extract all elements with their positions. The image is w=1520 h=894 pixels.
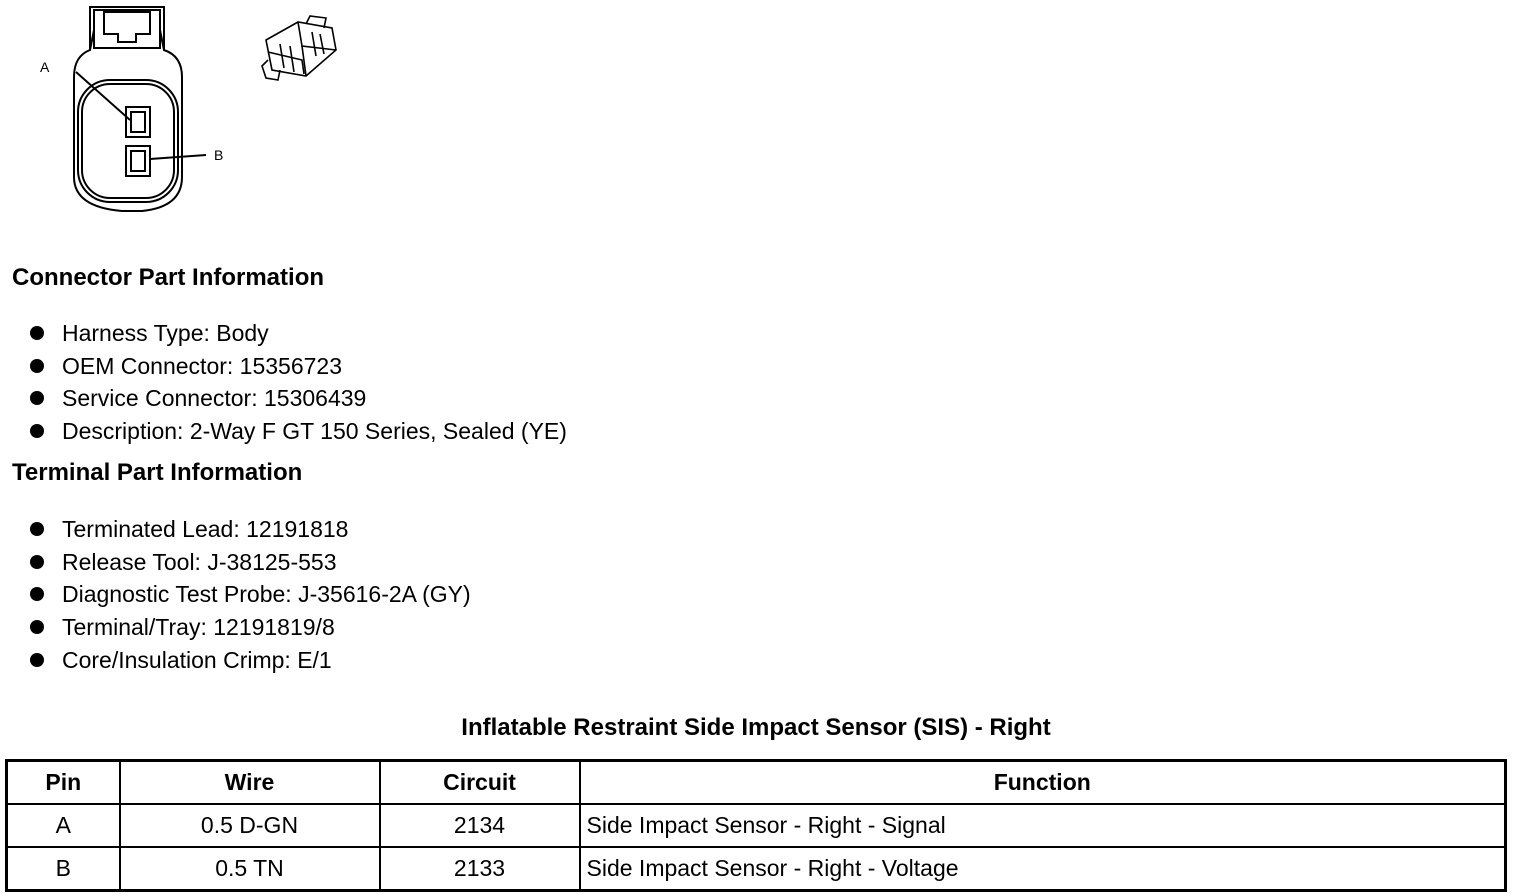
- cell-circuit: 2133: [380, 847, 580, 891]
- bullet-icon: [30, 653, 44, 667]
- header-pin: Pin: [7, 761, 120, 805]
- table-row: [7, 847, 1506, 891]
- list-item: [28, 611, 471, 644]
- header-wire: Wire: [120, 761, 380, 805]
- cell-wire: 0.5 D-GN: [120, 804, 380, 847]
- list-item-text: Release Tool: J-38125-553: [62, 548, 337, 575]
- connector-info-list: [28, 317, 567, 448]
- list-item-text: OEM Connector: 15356723: [62, 352, 343, 379]
- cell-pin: A: [7, 804, 120, 847]
- bullet-icon: [30, 555, 44, 569]
- table-header-row: [7, 761, 1506, 805]
- pin-table-title: Inflatable Restraint Side Impact Sensor (SIS) - Right: [461, 714, 1051, 741]
- connector-face-diagram: [36, 2, 236, 217]
- cell-pin: B: [7, 847, 120, 891]
- cell-function: Side Impact Sensor - Right - Signal: [580, 804, 1506, 847]
- list-item-text: Core/Insulation Crimp: E/1: [62, 646, 332, 673]
- bullet-icon: [30, 424, 44, 438]
- pin-b-label: B: [214, 147, 224, 163]
- bullet-icon: [30, 620, 44, 634]
- connector-isometric-icon: [256, 10, 346, 90]
- header-function: Function: [580, 761, 1506, 805]
- header-circuit: Circuit: [380, 761, 580, 805]
- list-item-text: Terminal/Tray: 12191819/8: [62, 614, 335, 641]
- list-item: [28, 513, 471, 546]
- list-item: [28, 578, 471, 611]
- table-row: [7, 804, 1506, 847]
- bullet-icon: [30, 359, 44, 373]
- terminal-info-list: [28, 513, 471, 676]
- bullet-icon: [30, 391, 44, 405]
- cell-circuit: 2134: [380, 804, 580, 847]
- bullet-icon: [30, 522, 44, 536]
- list-item-text: Diagnostic Test Probe: J-35616-2A (GY): [62, 581, 471, 608]
- list-item: [28, 644, 471, 677]
- pin-a-label: A: [40, 59, 50, 75]
- bullet-icon: [30, 587, 44, 601]
- list-item: [28, 382, 567, 415]
- cell-wire: 0.5 TN: [120, 847, 380, 891]
- list-item-text: Terminated Lead: 12191818: [62, 516, 349, 542]
- list-item: [28, 317, 567, 350]
- list-item: [28, 546, 471, 579]
- list-item: [28, 350, 567, 383]
- bullet-icon: [30, 326, 44, 340]
- list-item: [28, 415, 567, 448]
- cell-function: Side Impact Sensor - Right - Voltage: [580, 847, 1506, 891]
- pin-table: [5, 759, 1507, 892]
- terminal-info-heading: Terminal Part Information: [12, 459, 303, 486]
- list-item-text: Description: 2-Way F GT 150 Series, Sealed (YE): [62, 418, 567, 445]
- connector-info-heading: Connector Part Information: [12, 264, 325, 291]
- list-item-text: Service Connector: 15306439: [62, 385, 367, 412]
- list-item-text: Harness Type: Body: [62, 320, 269, 346]
